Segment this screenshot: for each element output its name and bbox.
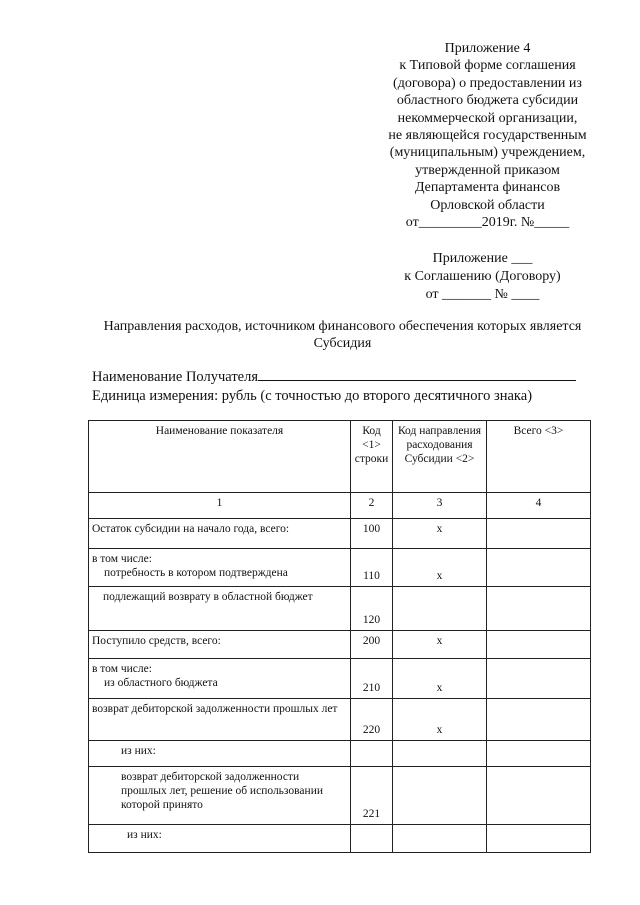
header-line: Департамента финансов bbox=[414, 180, 561, 196]
row-name: Остаток субсидии на начало года, всего: bbox=[89, 519, 351, 549]
recipient-name-label: Наименование Получателя bbox=[92, 369, 259, 385]
table-row bbox=[89, 767, 591, 825]
column-number: 4 bbox=[487, 493, 591, 519]
table-row bbox=[89, 741, 591, 767]
row-name: подлежащий возврату в областной бюджет bbox=[89, 587, 351, 631]
row-total bbox=[487, 659, 591, 699]
column-header-direction-code: Код направления расходования Субсидии <2> bbox=[393, 421, 487, 493]
row-name: из них: bbox=[89, 825, 351, 853]
row-code: 100 bbox=[351, 519, 393, 549]
header-line: (договора) о предоставлении из bbox=[393, 75, 582, 91]
document-title: Направления расходов, источником финансового обеспечения которых является Субсидия bbox=[103, 319, 582, 351]
header-line: не являющейся государственным bbox=[388, 128, 587, 144]
unit-line: Единица измерения: рубль (с точностью до второго десятичного знака) bbox=[92, 388, 533, 404]
row-total bbox=[487, 699, 591, 741]
header-date-number-line: от_________2019г. №_____ bbox=[405, 215, 570, 231]
appendix-line: Приложение ___ bbox=[432, 251, 533, 266]
row-total bbox=[487, 549, 591, 587]
column-number: 2 bbox=[351, 493, 393, 519]
row-code: 200 bbox=[351, 631, 393, 659]
row-code: 210 bbox=[351, 659, 393, 699]
row-name: Поступило средств, всего: bbox=[89, 631, 351, 659]
row-total bbox=[487, 741, 591, 767]
row-name: возврат дебиторской задолженности прошлых лет, решение об использовании которой принято bbox=[89, 767, 351, 825]
table-row bbox=[89, 519, 591, 549]
row-code bbox=[351, 825, 393, 853]
row-direction bbox=[393, 741, 487, 767]
header-line: Приложение 4 bbox=[444, 41, 531, 56]
header-line: областного бюджета субсидии bbox=[396, 93, 579, 109]
column-header-line-code: Код <1> строки bbox=[351, 421, 393, 493]
row-total bbox=[487, 519, 591, 549]
row-direction bbox=[393, 767, 487, 825]
row-total bbox=[487, 767, 591, 825]
row-total bbox=[487, 825, 591, 853]
recipient-info bbox=[92, 368, 602, 406]
row-code: 110 bbox=[351, 549, 393, 587]
header-line: утвержденной приказом bbox=[415, 162, 560, 178]
row-name: из них: bbox=[89, 741, 351, 767]
column-header-indicator: Наименование показателя bbox=[89, 421, 351, 493]
appendix-line: к Соглашению (Договору) bbox=[404, 269, 561, 284]
recipient-name-line bbox=[92, 368, 602, 387]
table-row bbox=[89, 549, 591, 587]
row-direction bbox=[393, 825, 487, 853]
row-name: потребность в котором подтверждена bbox=[104, 567, 288, 579]
expense-directions-table bbox=[88, 420, 591, 853]
row-code: 120 bbox=[351, 587, 393, 631]
row-code bbox=[351, 741, 393, 767]
header-line: некоммерческой организации, bbox=[397, 110, 578, 126]
row-name-cell bbox=[89, 659, 351, 699]
row-direction: x bbox=[393, 631, 487, 659]
column-number-row bbox=[89, 493, 591, 519]
header-line: (муниципальным) учреждением, bbox=[389, 145, 586, 161]
row-name-cell bbox=[89, 549, 351, 587]
appendix-line: от _______ № ____ bbox=[425, 287, 540, 302]
column-number: 3 bbox=[393, 493, 487, 519]
header-line: к Типовой форме соглашения bbox=[399, 58, 576, 74]
recipient-name-blank bbox=[258, 368, 576, 381]
row-direction: x bbox=[393, 699, 487, 741]
row-code: 221 bbox=[351, 767, 393, 825]
row-direction: x bbox=[393, 659, 487, 699]
row-total bbox=[487, 631, 591, 659]
column-number: 1 bbox=[89, 493, 351, 519]
header-line: Орловской области bbox=[430, 197, 545, 213]
order-attachment-header bbox=[350, 40, 625, 231]
table-row bbox=[89, 659, 591, 699]
table-header-row bbox=[89, 421, 591, 493]
row-name: возврат дебиторской задолженности прошлых лет bbox=[89, 699, 351, 741]
row-direction: x bbox=[393, 549, 487, 587]
table-row bbox=[89, 825, 591, 853]
table-row bbox=[89, 631, 591, 659]
row-direction: x bbox=[393, 519, 487, 549]
agreement-appendix-header bbox=[370, 250, 595, 304]
row-code: 220 bbox=[351, 699, 393, 741]
column-header-total: Всего <3> bbox=[487, 421, 591, 493]
row-total bbox=[487, 587, 591, 631]
row-direction bbox=[393, 587, 487, 631]
row-prefix: в том числе: bbox=[92, 663, 152, 675]
table-row bbox=[89, 587, 591, 631]
row-name: из областного бюджета bbox=[104, 677, 218, 689]
row-prefix: в том числе: bbox=[92, 553, 152, 565]
table-row bbox=[89, 699, 591, 741]
